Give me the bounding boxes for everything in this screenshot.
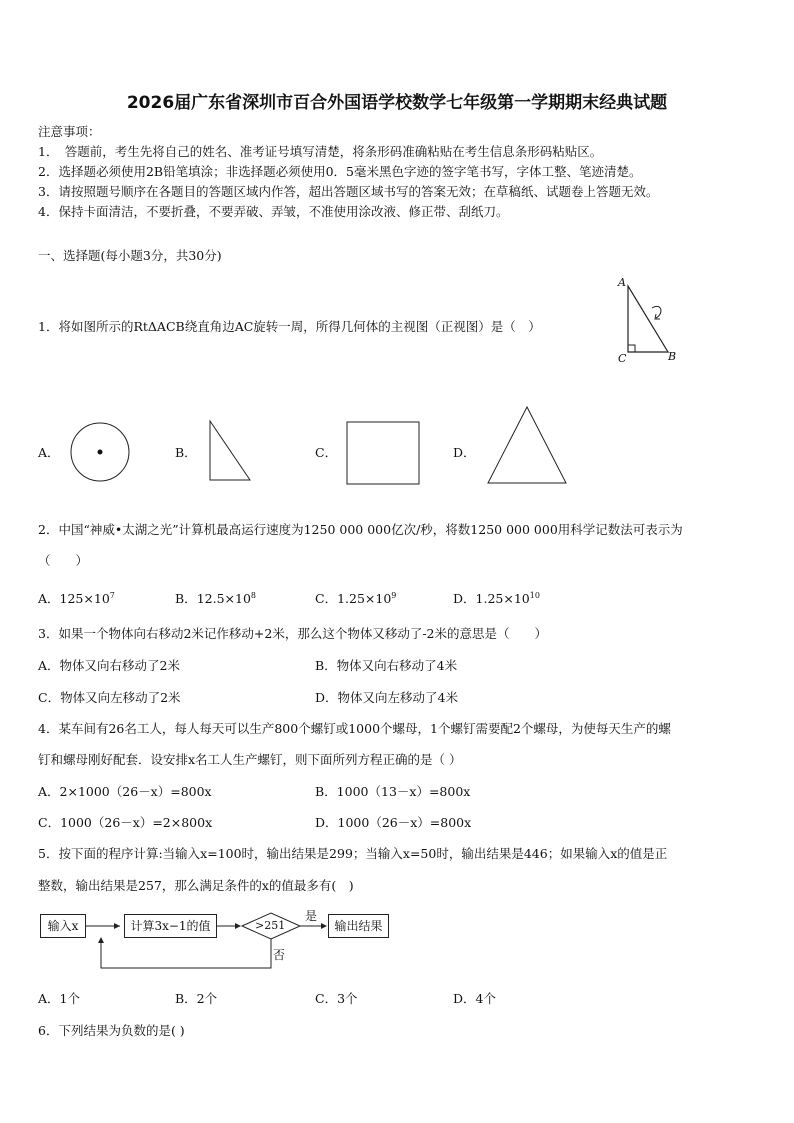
option-c-label: C． bbox=[315, 445, 338, 460]
question-3-stem: 3．如果一个物体向右移动2米记作移动+2米，那么这个物体又移动了-2米的意思是（ ） bbox=[38, 626, 548, 641]
question-3-option-b: B．物体又向右移动了4米 bbox=[315, 658, 458, 673]
question-5-option-c: C．3个 bbox=[315, 991, 358, 1006]
question-5-stem-line-1: 5．按下面的程序计算:当输入x=100时，输出结果是299；当输入x=50时，输出结果是446；如果输入x的值是正 bbox=[38, 846, 668, 861]
question-6-stem: 6．下列结果为负数的是( ) bbox=[38, 1023, 185, 1038]
question-2-stem-line-1: 2．中国“神威•太湖之光”计算机最高运行速度为1250 000 000亿次/秒，将数1250 000 000用科学记数法可表示为 bbox=[38, 522, 683, 537]
question-4-option-d: D．1000（26－x）=800x bbox=[315, 815, 472, 830]
page-title: 2026届广东省深圳市百合外国语学校数学七年级第一学期期末经典试题 bbox=[126, 93, 668, 113]
question-2-option-b: B．$12.5\times 10^8$ bbox=[175, 590, 256, 606]
question-2-stem-line-2: （ ） bbox=[38, 553, 89, 568]
flow-output-box: 输出结果 bbox=[328, 914, 389, 938]
question-5-option-d: D．4个 bbox=[453, 991, 496, 1006]
notice-heading: 注意事项： bbox=[38, 124, 101, 139]
question-5-stem-line-2: 整数，输出结果是257，那么满足条件的x的值最多有( ) bbox=[38, 878, 354, 893]
option-d-label: D． bbox=[453, 445, 476, 460]
question-4-stem-line-2: 钉和螺母刚好配套．设安排x名工人生产螺钉，则下面所列方程正确的是（ ） bbox=[38, 752, 462, 767]
flow-yes-label: 是 bbox=[305, 909, 318, 923]
question-5-option-b: B．2个 bbox=[175, 991, 218, 1006]
notice-item: 2．选择题必须使用2B铅笔填涂；非选择题必须使用0．5毫米黑色字迹的签字笔书写，字体工整、笔迹清楚。 bbox=[38, 164, 642, 179]
question-5-option-a: A．1个 bbox=[38, 991, 80, 1006]
section-heading: 一、选择题(每小题3分，共30分) bbox=[38, 248, 222, 263]
vertex-label-a: A bbox=[618, 276, 626, 289]
option-b-label: B． bbox=[175, 445, 197, 460]
question-4-stem-line-1: 4．某车间有26名工人，每人每天可以生产800个螺钉或1000个螺母，1个螺钉需要配2个螺母，为使每天生产的螺 bbox=[38, 721, 671, 736]
question-2-option-c: C．$1.25\times 10^9$ bbox=[315, 590, 397, 606]
question-2-option-a: A．$125\times 10^7$ bbox=[38, 590, 115, 606]
question-3-option-d: D．物体又向左移动了4米 bbox=[315, 690, 458, 705]
notice-item: 3．请按照题号顺序在各题目的答题区域内作答，超出答题区域书写的答案无效；在草稿纸、试题卷上答题无效。 bbox=[38, 184, 659, 199]
question-4-option-c: C．1000（26－x）=2×800x bbox=[38, 815, 213, 830]
question-1-stem: 1．将如图所示的RtΔACB绕直角边AC旋转一周，所得几何体的主视图（正视图）是（ ） bbox=[38, 319, 541, 334]
option-a-label: A． bbox=[38, 445, 60, 460]
flow-input-box: 输入x bbox=[40, 914, 86, 938]
flow-condition-label: >251 bbox=[255, 919, 286, 932]
question-4-option-a: A．2×1000（26－x）=800x bbox=[38, 784, 212, 799]
flow-compute-box: 计算3x−1的值 bbox=[124, 914, 217, 938]
question-3-option-a: A．物体又向右移动了2米 bbox=[38, 658, 180, 673]
notice-item: 1． 答题前，考生先将自己的姓名、准考证号填写清楚，将条形码准确粘贴在考生信息条形码粘贴区。 bbox=[38, 144, 603, 159]
notice-item: 4．保持卡面清洁，不要折叠，不要弄破、弄皱，不准使用涂改液、修正带、刮纸刀。 bbox=[38, 204, 509, 219]
vertex-label-c: C bbox=[618, 352, 627, 365]
question-3-option-c: C．物体又向左移动了2米 bbox=[38, 690, 181, 705]
vertex-label-b: B bbox=[668, 350, 677, 363]
flow-no-label: 否 bbox=[273, 948, 286, 962]
question-2-option-d: D．$1.25\times 10^{10}$ bbox=[453, 590, 540, 606]
question-4-option-b: B．1000（13－x）=800x bbox=[315, 784, 471, 799]
